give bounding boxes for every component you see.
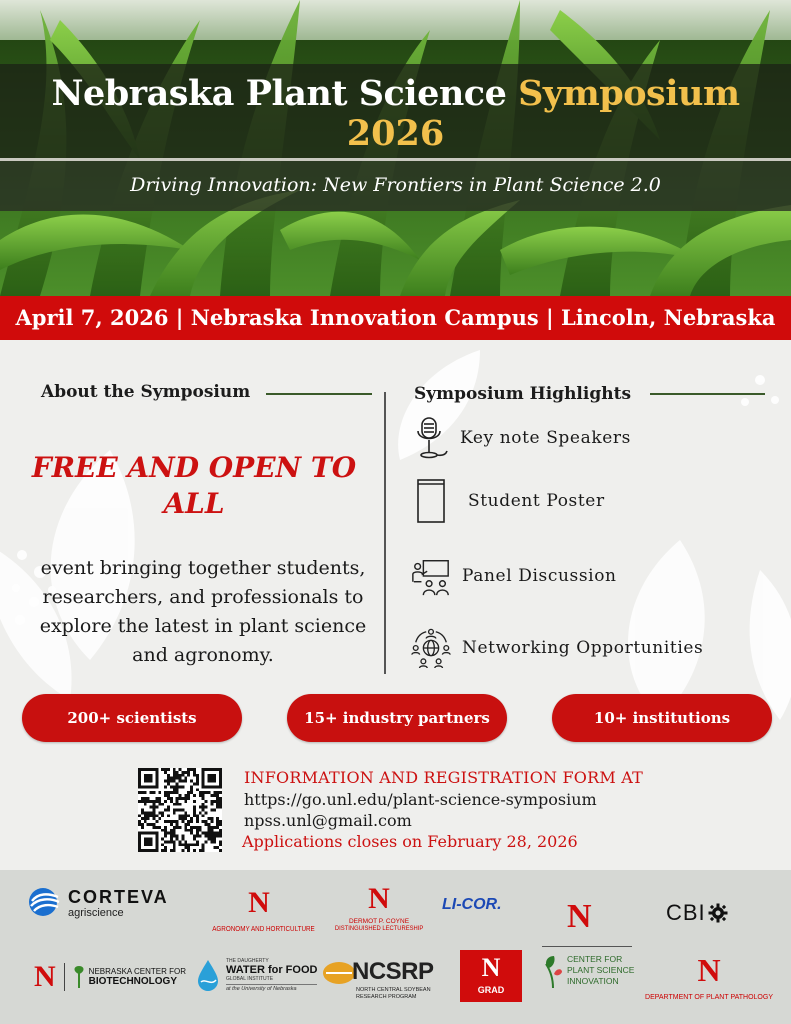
highlight-label: Key note Speakers (460, 428, 631, 448)
highlight-label: Student Poster (468, 491, 605, 511)
highlights-heading: Symposium Highlights (414, 384, 632, 404)
soybean-icon (322, 960, 356, 986)
nebraska-n-icon: N (368, 882, 390, 915)
cpsi-line-1: CENTER FOR (567, 954, 623, 964)
event-title (0, 74, 791, 114)
event-tagline: Driving Innovation: New Frontiers in Plant Science 2.0 (130, 174, 661, 196)
presentation-icon (410, 554, 452, 598)
nebraska-logo (567, 900, 592, 934)
cpsi-line-3: INNOVATION (567, 976, 619, 986)
poster-icon (410, 479, 452, 523)
nebraska-n-icon: N (567, 898, 592, 935)
agronomy-label: AGRONOMY AND HORTICULTURE (212, 926, 315, 933)
ncb-line-1: NEBRASKA CENTER FOR (88, 967, 187, 976)
main-content (0, 340, 791, 870)
cbi-logo (666, 900, 728, 926)
date-location-bar (0, 296, 791, 340)
highlights-heading-rule (650, 393, 765, 395)
highlight-label: Panel Discussion (462, 566, 617, 586)
biotech-leaf-icon (73, 966, 85, 988)
licor-logo: LI-COR. (442, 896, 502, 913)
highlight-networking (410, 626, 703, 670)
coyne-name: DERMOT P. COYNE (348, 918, 410, 925)
cbi-text: CBI (666, 900, 706, 925)
about-heading-rule (266, 393, 372, 395)
nebraska-n-icon: N (248, 886, 270, 919)
stat-institutions: 10+ institutions (552, 694, 772, 742)
logo-divider (64, 963, 65, 991)
wff-line-2: WATER for FOOD (226, 964, 318, 976)
title-gold-part: Symposium (518, 73, 740, 114)
stat-industry-partners: 15+ industry partners (287, 694, 507, 742)
column-divider (384, 392, 386, 674)
grad-label: GRAD (477, 985, 505, 995)
free-line-2: ALL (163, 487, 225, 520)
wff-line-4: at the University of Nebraska (226, 984, 317, 992)
plant-pathology-logo (644, 954, 774, 1001)
hero-banner (0, 0, 791, 296)
stat-scientists: 200+ scientists (22, 694, 242, 742)
agronomy-horticulture-logo (207, 886, 315, 933)
nebraska-n-icon: N (34, 960, 56, 993)
graduate-studies-logo (460, 950, 522, 1002)
registration-heading: INFORMATION AND REGISTRATION FORM AT (244, 768, 643, 787)
network-icon (410, 626, 452, 670)
ncsrp-line-1: NORTH CENTRAL SOYBEAN (356, 987, 431, 993)
event-year: 2026 (346, 113, 445, 154)
application-deadline: Applications closes on February 28, 2026 (242, 832, 578, 851)
nebraska-n-icon: N (481, 953, 501, 982)
wff-line-3: GLOBAL INSTITUTE (226, 976, 274, 982)
ncsrp-name: NCSRP (352, 958, 434, 985)
coyne-lectureship: DISTINGUISHED LECTURESHIP (334, 925, 424, 932)
corteva-subtitle: agriscience (68, 907, 124, 919)
title-band (0, 64, 791, 158)
title-white-part: Nebraska Plant Science (51, 73, 519, 114)
gear-icon (708, 903, 728, 923)
microphone-icon (410, 416, 452, 460)
nebraska-center-biotechnology-logo (34, 962, 186, 992)
registration-qr-code[interactable] (138, 768, 222, 852)
free-open-notice (24, 450, 364, 522)
wff-line-1: THE DAUGHERTY (226, 958, 269, 964)
highlight-poster (410, 478, 605, 524)
water-for-food-logo (196, 958, 317, 992)
coyne-lectureship-logo (330, 884, 428, 932)
center-plant-science-innovation-logo (544, 954, 634, 988)
cpsi-line-2: PLANT SCIENCE (567, 965, 635, 975)
logo-divider-line (542, 946, 632, 947)
highlight-label: Networking Opportunities (462, 638, 704, 658)
corteva-name: CORTEVA (68, 887, 169, 907)
plant-sprout-icon (544, 954, 562, 988)
plant-pathology-label: DEPARTMENT OF PLANT PATHOLOGY (645, 994, 773, 1001)
contact-email[interactable]: npss.unl@gmail.com (244, 811, 412, 830)
free-line-1: FREE AND OPEN TO (31, 451, 357, 484)
sponsor-logos (0, 870, 791, 1024)
date-location-text: April 7, 2026 | Nebraska Innovation Campus | Lincoln, Nebraska (15, 305, 776, 330)
registration-url[interactable]: https://go.unl.edu/plant-science-symposium (244, 790, 597, 809)
ncsrp-line-2: RESEARCH PROGRAM (356, 994, 417, 1000)
ncb-line-2: BIOTECHNOLOGY (88, 976, 178, 987)
tagline-band (0, 161, 791, 211)
about-description: event bringing together students, researchers, and professionals to explore the latest in plant science and agronomy. (39, 557, 367, 666)
highlight-keynote (410, 416, 631, 460)
water-drop-icon (196, 958, 220, 992)
corteva-mark-icon (28, 887, 62, 917)
about-heading: About the Symposium (41, 382, 251, 402)
nebraska-n-icon: N (697, 952, 721, 988)
highlight-panel (410, 554, 617, 598)
